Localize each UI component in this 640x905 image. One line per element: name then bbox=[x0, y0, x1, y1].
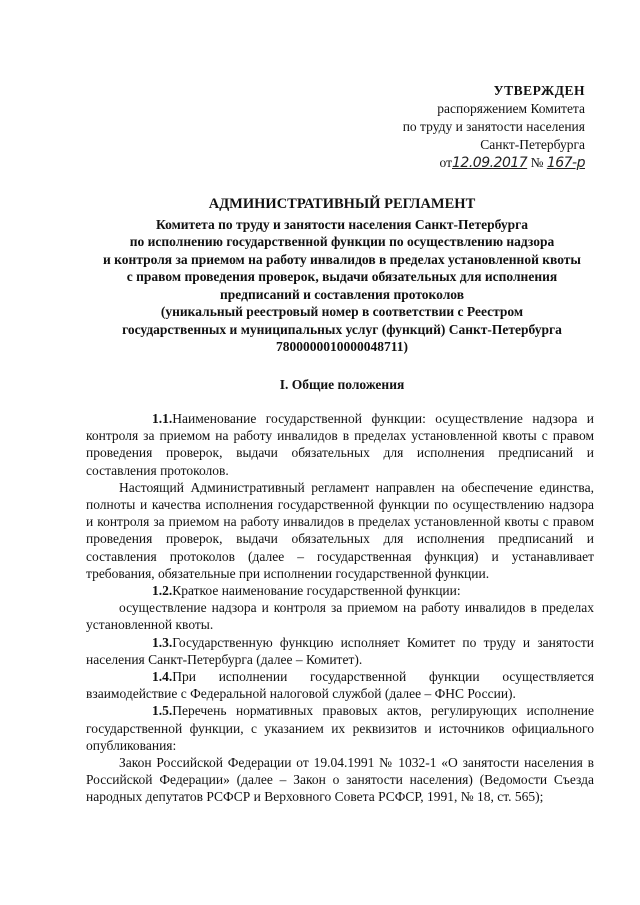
section-heading: I. Общие положения bbox=[279, 377, 405, 392]
date-prefix: от bbox=[439, 155, 453, 170]
paragraph bbox=[86, 410, 594, 479]
title-line-1: АДМИНИСТРАТИВНЫЙ РЕГЛАМЕНТ bbox=[208, 196, 476, 212]
paragraph-number: 1.2. bbox=[152, 583, 173, 599]
approval-line-2: по труду и занятости населения bbox=[402, 119, 585, 134]
approval-stamp bbox=[345, 82, 585, 174]
approval-line-3: Санкт-Петербурга bbox=[480, 137, 585, 152]
title-line-8: государственных и муниципальных услуг (функций) Санкт-Петербурга bbox=[122, 321, 562, 337]
section-body bbox=[86, 410, 594, 806]
title-line-5: с правом проведения проверок, выдачи обязательных для исполнения bbox=[126, 269, 558, 284]
paragraph-number: 1.4. bbox=[152, 669, 173, 685]
approval-heading: УТВЕРЖДЕН bbox=[493, 83, 585, 98]
paragraph bbox=[86, 479, 594, 582]
handwritten-date: 12.09.2017 bbox=[452, 155, 528, 171]
paragraph-text: Закон Российской Федерации от 19.04.1991 № 1032-1 «О занятости населения в Российской Федерации» (далее – Закон о занятости населения) (Ведомости Съезда народных депутатов РСФСР и Верховного Совета РСФСР, 1991, № 18, ст. 565); bbox=[86, 755, 594, 805]
paragraph-text: При исполнении государственной функции осуществляется взаимодействие с Федеральной налоговой службой (далее – ФНС России). bbox=[86, 669, 594, 702]
paragraph-number: 1.5. bbox=[152, 703, 173, 719]
paragraph-number: 1.1. bbox=[152, 411, 173, 426]
paragraph-text: осуществление надзора и контроля за приемом на работу инвалидов в пределах установленной квоты. bbox=[86, 600, 594, 633]
title-line-9: 7800000010000048711) bbox=[275, 339, 408, 354]
title-line-6: предписаний и составления протоколов bbox=[220, 286, 464, 302]
title-line-2: Комитета по труду и занятости населения Санкт-Петербурга bbox=[155, 216, 529, 232]
title-line-4: и контроля за приемом на работу инвалидов в пределах установленной квоты bbox=[103, 251, 581, 267]
paragraph-text: Настоящий Административный регламент направлен на обеспечение единства, полноты и качества исполнения государственной функции по осуществлению надзора и контроля за приемом на работу инвалидов в пределах установленной квоты с правом проведения проверок, выдачи обязательных для исполнения предписаний и составления протоколов (далее – государственная функция) и устанавливает требования, обязательные при исполнении государственной функции. bbox=[86, 479, 594, 581]
paragraph bbox=[86, 582, 594, 599]
title-line-3: по исполнению государственной функции по осуществлению надзора bbox=[129, 234, 555, 249]
approval-date-line bbox=[345, 154, 585, 174]
paragraph-text: Государственную функцию исполняет Комитет по труду и занятости населения Санкт-Петербурга (далее – Комитет). bbox=[86, 634, 594, 667]
number-prefix: № bbox=[530, 155, 544, 170]
document-title bbox=[78, 196, 606, 356]
paragraph-number: 1.3. bbox=[152, 634, 173, 650]
paragraph bbox=[86, 599, 594, 633]
paragraph-text: Наименование государственной функции: осуществление надзора и контроля за приемом на работу инвалидов в пределах установленной квоты с правом проведения проверок, выдачи обязательных для исполнения предписаний и составления протоколов. bbox=[86, 411, 594, 478]
paragraph bbox=[86, 702, 594, 754]
paragraph bbox=[86, 754, 594, 806]
handwritten-number: 167-р bbox=[546, 155, 585, 171]
paragraph-text: Перечень нормативных правовых актов, регулирующих исполнение государственной функции, с указанием их реквизитов и источников официального опубликования: bbox=[86, 703, 594, 753]
title-line-7: (уникальный реестровый номер в соответствии с Реестром bbox=[160, 304, 524, 319]
paragraph bbox=[86, 668, 594, 702]
paragraph-text: Краткое наименование государственной функции: bbox=[172, 583, 461, 599]
approval-line-1: распоряжением Комитета bbox=[437, 101, 585, 116]
paragraph bbox=[86, 634, 594, 668]
